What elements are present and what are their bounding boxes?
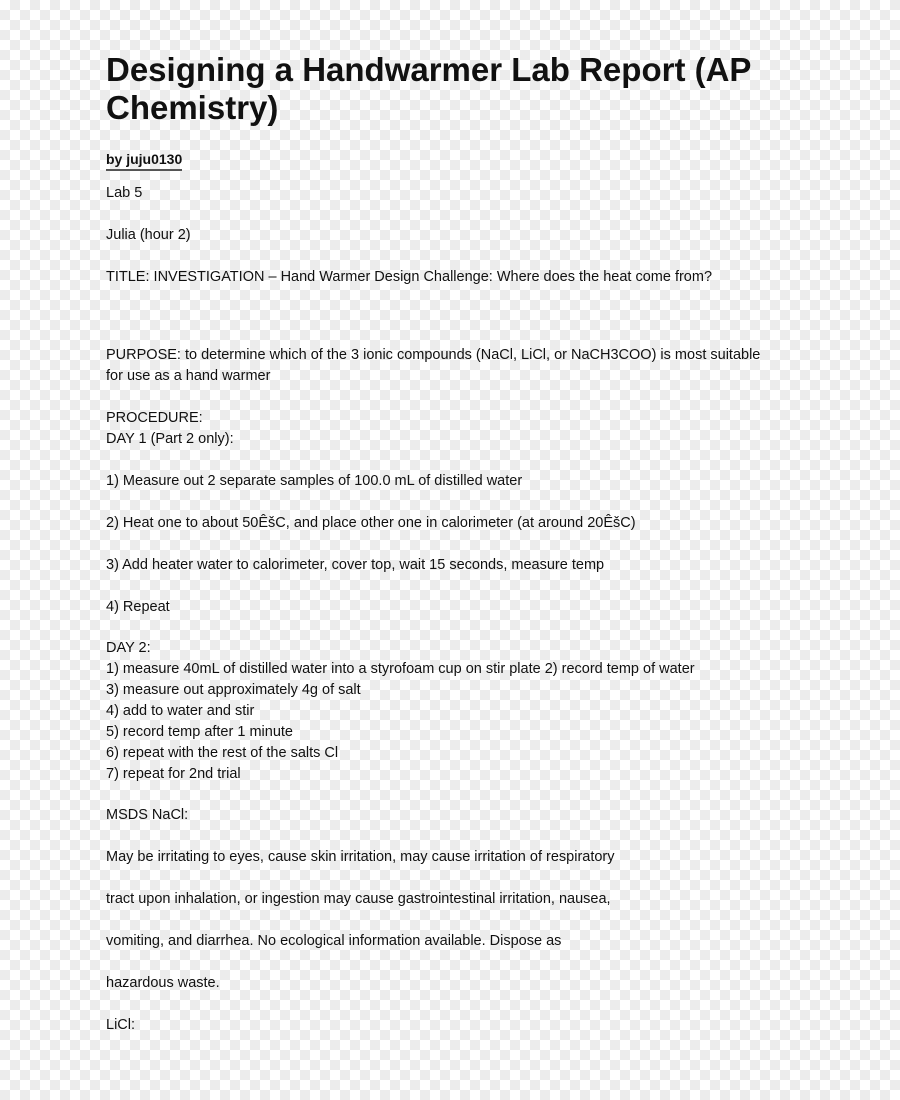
licl-heading: LiCl: — [106, 1017, 136, 1033]
day2-step: 3) measure out approximately 4g of salt — [106, 682, 361, 698]
author-byline-link[interactable]: by juju0130 — [106, 151, 182, 171]
procedure-heading: PROCEDURE: — [106, 410, 203, 426]
day1-step: 2) Heat one to about 50ÊšC, and place other one in calorimeter (at around 20ÊšC) — [106, 515, 636, 531]
day1-step: 1) Measure out 2 separate samples of 100.0 mL of distilled water — [106, 473, 523, 489]
purpose-line-2: for use as a hand warmer — [106, 368, 271, 384]
msds-nacl-line: May be irritating to eyes, cause skin irritation, may cause irritation of respiratory — [106, 849, 615, 865]
purpose-line-1: PURPOSE: to determine which of the 3 ionic compounds (NaCl, LiCl, or NaCH3COO) is most suitable — [106, 347, 761, 363]
day2-step: 1) measure 40mL of distilled water into a styrofoam cup on stir plate 2) record temp of water — [106, 661, 695, 677]
day1-step: 3) Add heater water to calorimeter, cover top, wait 15 seconds, measure temp — [106, 557, 605, 573]
day1-heading: DAY 1 (Part 2 only): — [106, 431, 234, 447]
msds-nacl-line: tract upon inhalation, or ingestion may cause gastrointestinal irritation, nausea, — [106, 891, 611, 907]
day2-step: 5) record temp after 1 minute — [106, 724, 293, 740]
msds-nacl-line: vomiting, and diarrhea. No ecological information available. Dispose as — [106, 933, 562, 949]
day2-heading: DAY 2: — [106, 640, 151, 656]
day2-step: 7) repeat for 2nd trial — [106, 766, 241, 782]
day2-step: 6) repeat with the rest of the salts Cl — [106, 745, 339, 761]
msds-nacl-line: hazardous waste. — [106, 975, 220, 991]
day2-step: 4) add to water and stir — [106, 703, 255, 719]
document-title: Designing a Handwarmer Lab Report (AP Chemistry) — [106, 51, 751, 126]
report-title-line: TITLE: INVESTIGATION – Hand Warmer Design Challenge: Where does the heat come from? — [106, 269, 713, 285]
day1-step: 4) Repeat — [106, 599, 170, 615]
lab-number: Lab 5 — [106, 185, 143, 201]
msds-nacl-heading: MSDS NaCl: — [106, 807, 189, 823]
author-line: Julia (hour 2) — [106, 227, 191, 243]
